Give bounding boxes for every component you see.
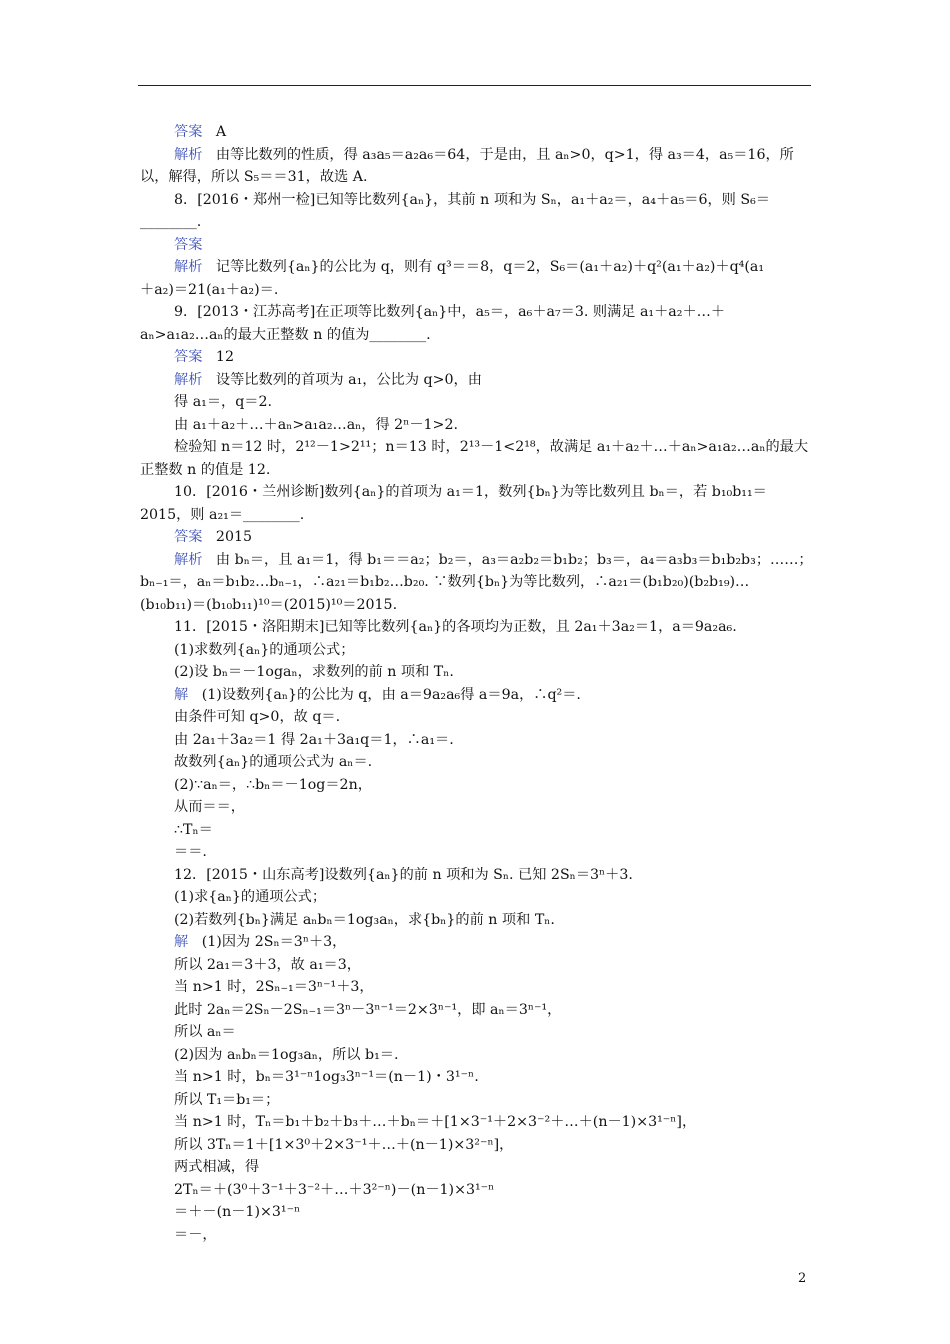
text-line [140,324,812,347]
text-line [140,1044,812,1067]
text-line [140,189,812,212]
line-text: 12．[2015・山东高考]设数列{aₙ}的前 n 项和为 Sₙ. 已知 2Sₙ＝3ⁿ＋3. [174,866,633,883]
text-line [140,256,812,279]
text-line [140,999,812,1022]
answer-label: 答案 [174,529,203,545]
line-text: ＋a₂)＝21(a₁＋a₂)＝. [140,281,279,298]
line-text: aₙ>a₁a₂…aₙ的最大正整数 n 的值为________. [140,326,431,343]
line-text: (1)设数列{aₙ}的公比为 q，由 a＝9a₂a₆得 a＝9a，∴q²＝. [201,686,581,703]
text-line [140,391,812,414]
answer-label: 答案 [174,236,203,253]
line-text: 所以 3Tₙ＝1＋[1×3⁰＋2×3⁻¹＋…＋(n－1)×3²⁻ⁿ]， [174,1136,514,1153]
text-line [140,616,812,639]
line-text: 两式相减，得 [174,1159,260,1175]
line-text: (2)若数列{bₙ}满足 aₙbₙ＝1og₃aₙ，求{bₙ}的前 n 项和 Tₙ. [174,911,555,928]
line-text: 由 a₁＋a₂＋…＋aₙ>a₁a₂…aₙ，得 2ⁿ－1>2. [174,416,458,433]
text-line [140,144,812,167]
line-text: (2)因为 aₙbₙ＝1og₃aₙ，所以 b₁＝. [174,1046,399,1063]
text-line [140,976,812,999]
text-line [140,504,812,527]
line-text: 2Tₙ＝＋(3⁰＋3⁻¹＋3⁻²＋…＋3²⁻ⁿ)－(n－1)×3¹⁻ⁿ [174,1181,495,1198]
line-text: 记等比数列{aₙ}的公比为 q，则有 q³＝＝8，q＝2，S₆＝(a₁＋a₂)＋q²(a₁＋a₂)＋q⁴(a₁ [215,259,765,275]
header-rule [138,85,811,86]
line-text: 从而＝＝， [174,799,245,815]
text-line [140,436,812,459]
line-text: (1)因为 2Sₙ＝3ⁿ＋3， [201,934,347,950]
line-text: 由 2a₁＋3a₂＝1 得 2a₁＋3a₁q＝1，∴a₁＝. [174,731,454,748]
line-text: (1)求{aₙ}的通项公式； [174,889,327,905]
line-text: 由条件可知 q>0，故 q＝. [174,709,341,725]
line-text: 由 bₙ＝，且 a₁＝1，得 b₁＝＝a₂；b₂＝，a₃＝a₂b₂＝b₁b₂；b₃＝，a₄＝a₃b₃＝b₁b₂b₃；……； [215,551,813,568]
text-line [140,1224,812,1247]
text-line [140,1021,812,1044]
line-text: ＝＝. [174,844,207,860]
line-text: 正整数 n 的值是 12. [140,461,271,478]
line-text: (2)设 bₙ＝－1ogaₙ，求数列的前 n 项和 Tₙ. [174,664,454,680]
text-line [140,526,812,549]
text-line [140,121,812,144]
text-line [140,481,812,504]
line-text: (2)∵aₙ＝，∴bₙ＝－1og＝2n， [174,776,372,793]
analysis-label: 解析 [174,371,203,388]
line-text: bₙ₋₁＝，aₙ＝b₁b₂…bₙ₋₁，∴a₂₁＝b₁b₂…b₂₀. ∵数列{bₙ}为等比数列，∴a₂₁＝(b₁b₂₀)(b₂b₁₉)… [140,574,750,590]
line-text: (1)求数列{aₙ}的通项公式； [174,641,355,658]
line-text: ________. [140,214,202,230]
text-line [140,796,812,819]
text-line [140,841,812,864]
line-text: 11．[2015・洛阳期末]已知等比数列{aₙ}的各项均为正数，且 2a₁＋3a₂＝1，a＝9a₂a₆. [174,619,737,635]
text-line [140,954,812,977]
analysis-label: 解析 [174,259,203,275]
line-text: 12 [215,349,234,365]
line-text: A [215,124,227,140]
text-line [140,211,812,234]
text-line [140,661,812,684]
text-line [140,864,812,887]
analysis-label: 解析 [174,551,203,568]
solution-label: 解 [174,686,189,703]
line-text: 当 n>1 时，bₙ＝3¹⁻ⁿ1og₃3ⁿ⁻¹＝(n－1)・3¹⁻ⁿ. [174,1069,479,1085]
text-line [140,1156,812,1179]
answer-label: 答案 [174,124,203,140]
text-line [140,301,812,324]
page-number: 2 [798,1271,807,1286]
text-line [140,774,812,797]
text-line [140,414,812,437]
line-text: 此时 2aₙ＝2Sₙ－2Sₙ₋₁＝3ⁿ－3ⁿ⁻¹＝2×3ⁿ⁻¹，即 aₙ＝3ⁿ⁻¹， [174,1001,562,1018]
text-line [140,909,812,932]
text-line [140,684,812,707]
text-line [140,931,812,954]
text-line [140,1179,812,1202]
solution-label: 解 [174,934,189,950]
line-text: 故数列{aₙ}的通项公式为 aₙ＝. [174,754,373,770]
line-text: 以，解得，所以 S₅＝＝31，故选 A. [140,169,368,185]
text-line [140,886,812,909]
line-text: 得 a₁＝，q＝2. [174,394,273,410]
text-line [140,166,812,189]
line-text: 10．[2016・兰州诊断]数列{aₙ}的首项为 a₁＝1，数列{bₙ}为等比数列且 bₙ＝，若 b₁₀b₁₁＝ [174,484,767,500]
text-line [140,706,812,729]
line-text: 所以 T₁＝b₁＝； [174,1091,280,1108]
text-line [140,729,812,752]
text-line [140,1201,812,1224]
line-text: 检验知 n＝12 时，2¹²－1>2¹¹；n＝13 时，2¹³－1<2¹⁸，故满足 a₁＋a₂＋…＋aₙ>a₁a₂…aₙ的最大 [174,439,809,455]
line-text: ＝＋－(n－1)×3¹⁻ⁿ [174,1204,301,1220]
text-line [140,234,812,257]
text-line [140,369,812,392]
document-body [140,121,812,1246]
text-line [140,1089,812,1112]
line-text: 由等比数列的性质，得 a₃a₅＝a₂a₆＝64，于是由，且 aₙ>0，q>1，得 a₃＝4，a₅＝16，所 [215,146,794,163]
text-line [140,346,812,369]
analysis-label: 解析 [174,146,203,163]
text-line [140,279,812,302]
line-text: 设等比数列的首项为 a₁，公比为 q>0，由 [215,371,482,388]
line-text: 所以 2a₁＝3＋3，故 a₁＝3， [174,956,361,973]
text-line [140,549,812,572]
line-text: ∴Tₙ＝ [174,821,213,838]
text-line [140,1134,812,1157]
text-line [140,639,812,662]
text-line [140,571,812,594]
line-text: 9．[2013・江苏高考]在正项等比数列{aₙ}中，a₅＝，a₆＋a₇＝3. 则满足 a₁＋a₂＋…＋ [174,304,726,320]
line-text: 当 n>1 时，2Sₙ₋₁＝3ⁿ⁻¹＋3， [174,979,374,995]
text-line [140,459,812,482]
line-text: 当 n>1 时，Tₙ＝b₁＋b₂＋b₃＋…＋bₙ＝＋[1×3⁻¹＋2×3⁻²＋…＋(n－1)×3¹⁻ⁿ]， [174,1114,697,1130]
line-text: 2015，则 a₂₁＝________. [140,506,305,523]
text-line [140,1066,812,1089]
text-line [140,1111,812,1134]
line-text: 所以 aₙ＝ [174,1024,236,1040]
line-text: 2015 [215,529,253,545]
line-text: ＝－， [174,1226,217,1243]
line-text: 8．[2016・郑州一检]已知等比数列{aₙ}，其前 n 项和为 Sₙ，a₁＋a₂＝，a₄＋a₅＝6，则 S₆＝ [174,191,770,208]
answer-label: 答案 [174,349,203,365]
line-text: (b₁₀b₁₁)＝(b₁₀b₁₁)¹⁰＝(2015)¹⁰＝2015. [140,596,398,613]
text-line [140,594,812,617]
text-line [140,751,812,774]
text-line [140,819,812,842]
